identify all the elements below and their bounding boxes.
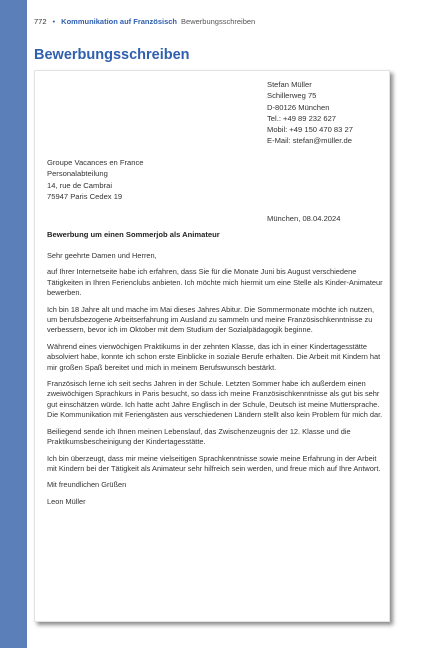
recipient-company: Groupe Vacances en France	[47, 158, 144, 167]
letter-body	[47, 251, 383, 513]
sender-address	[267, 79, 353, 147]
paragraph: Beiliegend sende ich Ihnen meinen Lebenslauf, das Zwischenzeugnis der 12. Klasse und die Praktikumsbescheinigung der Kindertagesstätte.	[47, 426, 351, 447]
paragraph: auf Ihrer Internetseite habe ich erfahren, dass Sie für die Monate Juni bis August verschiedene Tätigkeiten in Ihren Ferienclubs anbieten. Ich möchte mich hiermit um eine Stelle als Kinder-Animateur bewerben.	[47, 267, 383, 298]
page-number: 772	[34, 17, 47, 26]
sender-street: Schillerweg 75	[267, 91, 317, 101]
recipient-department: Personalabteilung	[47, 169, 108, 179]
bullet-separator: •	[52, 17, 56, 26]
paragraph: Ich bin 18 Jahre alt und mache im Mai dieses Jahres Abitur. Die Sommermonate möchte ich nutzen, um berufsbezogene Arbeitserfahrung im Ausland zu sammeln und meine Französischkenntnisse zu verbessern, bevor ich im Oktober mit dem Studium der Sozialpädagogik beginne.	[47, 304, 374, 335]
salutation: Sehr geehrte Damen und Herren,	[47, 251, 157, 260]
side-color-bar	[0, 0, 27, 648]
section-title: Bewerbungsschreiben	[181, 17, 256, 26]
recipient-street: 14, rue de Cambrai	[47, 180, 113, 190]
letter-date: München, 08.04.2024	[267, 214, 341, 223]
chapter-title: Kommunikation auf Französisch	[61, 17, 178, 26]
sender-city: D-80126 München	[267, 102, 330, 112]
letter-card	[34, 70, 390, 622]
paragraph: Ich bin überzeugt, dass mir meine vielseitigen Sprachkenntnisse sowie meine Erfahrung in der Arbeit mit Kindern bei der Tätigkeit als Animateur sehr hilfreich sein werden, und freue mich auf Ihre Antwort.	[47, 453, 381, 473]
recipient-address	[47, 157, 144, 202]
sender-email: E-Mail: stefan@müller.de	[267, 136, 352, 146]
page-title: Bewerbungsschreiben	[34, 47, 190, 63]
letter-subject: Bewerbung um einen Sommerjob als Animateur	[47, 230, 220, 239]
sender-phone: Tel.: +49 89 232 627	[267, 113, 337, 123]
sender-name: Stefan Müller	[267, 80, 312, 89]
running-header	[34, 17, 255, 27]
closing: Mit freundlichen Grüßen	[47, 480, 127, 490]
paragraph: Französisch lerne ich seit sechs Jahren in der Schule. Letzten Sommer habe ich außerdem einen zweiwöchigen Sprachkurs in Paris besucht, so dass ich meine Französischkenntnisse als gut bis sehr gut einschätzen würde. Ich hatte acht Jahre Englisch in der Schule, Deutsch ist meine Muttersprache. Die Kommunikation mit Feriengästen aus verschiedenen Ländern stellt also kein Problem für mich dar.	[47, 379, 383, 420]
sender-mobile: Mobil: +49 150 470 83 27	[267, 125, 353, 135]
paragraph: Während eines vierwöchigen Praktikums in der zehnten Klasse, das ich in einer Kindertagesstätte absolviert habe, konnte ich schon erste Einblicke in soziale Berufe erhalten. Die Arbeit mit Kindern hat mir großen Spaß bereitet und mich in meinem Berufswunsch bestärkt.	[47, 341, 381, 372]
recipient-city: 75947 Paris Cedex 19	[47, 191, 123, 201]
signature: Leon Müller	[47, 496, 86, 506]
